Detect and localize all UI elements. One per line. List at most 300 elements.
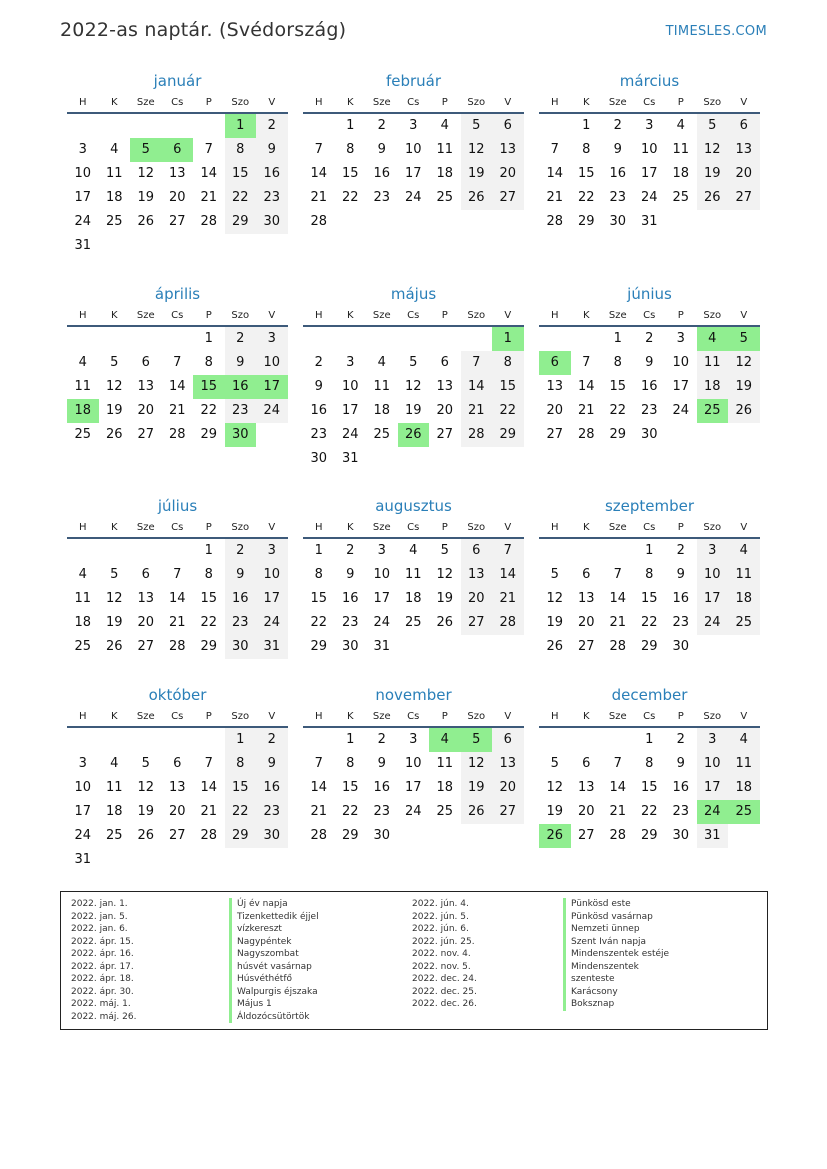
day-cell: 11 — [404, 567, 422, 582]
day-cell: 22 — [640, 804, 658, 819]
day-cell: 18 — [436, 166, 454, 181]
month-title: augusztus — [375, 497, 452, 515]
day-cell: 23 — [341, 615, 359, 630]
month-block — [67, 283, 288, 447]
day-cell: 24 — [74, 214, 92, 229]
day-cell: 21 — [577, 403, 595, 418]
day-cell: 2 — [613, 118, 622, 133]
month-title: november — [375, 686, 452, 704]
day-cell: 20 — [168, 804, 186, 819]
weekday-label: Szo — [231, 522, 250, 533]
day-cell: 15 — [341, 166, 359, 181]
weekday-label: V — [504, 522, 512, 533]
day-cell: 10 — [672, 355, 690, 370]
day-cell: 22 — [310, 615, 328, 630]
day-cell: 2 — [377, 732, 386, 747]
day-cell: 18 — [728, 587, 760, 611]
day-cell: 14 — [310, 166, 328, 181]
weekday-label: Szo — [703, 711, 722, 722]
legend-date: 2022. jún. 25. — [412, 936, 475, 947]
month-title: március — [619, 72, 680, 90]
holiday-day-cell: 5 — [130, 138, 162, 162]
day-cell: 10 — [697, 563, 729, 587]
weekday-label: Szo — [703, 522, 722, 533]
day-cell: 20 — [492, 776, 524, 800]
day-cell: 15 — [640, 591, 658, 606]
weekday-label: V — [504, 97, 512, 108]
day-cell: 16 — [373, 780, 391, 795]
weekday-label: Cs — [643, 522, 656, 533]
day-cell: 3 — [346, 355, 355, 370]
day-cell: 2 — [377, 118, 386, 133]
day-cell: 28 — [492, 611, 524, 635]
day-cell: 24 — [640, 190, 658, 205]
day-cell: 21 — [200, 190, 218, 205]
weekday-label: Cs — [643, 310, 656, 321]
month-title: szeptember — [604, 497, 695, 515]
day-cell: 22 — [341, 190, 359, 205]
day-cell: 6 — [141, 355, 150, 370]
day-cell: 1 — [645, 732, 654, 747]
days-grid — [303, 539, 524, 659]
empty-cell — [461, 824, 493, 848]
day-cell: 14 — [168, 379, 186, 394]
day-cell: 28 — [168, 427, 186, 442]
empty-cell — [99, 728, 131, 752]
day-cell: 7 — [314, 756, 323, 771]
days-grid — [303, 728, 524, 848]
weekday-label: Cs — [171, 97, 184, 108]
day-cell: 18 — [436, 780, 454, 795]
day-cell: 21 — [461, 399, 493, 423]
holiday-day-cell: 26 — [539, 824, 571, 848]
day-cell: 13 — [728, 138, 760, 162]
month-block — [303, 684, 524, 848]
day-cell: 18 — [697, 375, 729, 399]
day-cell: 7 — [550, 142, 559, 157]
weekday-label: Cs — [171, 522, 184, 533]
day-cell: 17 — [640, 166, 658, 181]
day-cell: 26 — [137, 214, 155, 229]
day-cell: 23 — [609, 190, 627, 205]
day-cell: 21 — [310, 804, 328, 819]
empty-cell — [67, 728, 99, 752]
day-cell: 24 — [341, 427, 359, 442]
day-cell: 16 — [256, 776, 288, 800]
day-cell: 6 — [582, 567, 591, 582]
empty-cell — [602, 728, 634, 752]
holiday-day-cell: 1 — [492, 327, 524, 351]
weekday-label: V — [740, 522, 748, 533]
days-grid — [539, 327, 760, 447]
month-block — [303, 283, 524, 471]
day-cell: 26 — [461, 186, 493, 210]
day-cell: 6 — [492, 114, 524, 138]
day-cell: 29 — [577, 214, 595, 229]
empty-cell — [130, 728, 162, 752]
day-cell: 15 — [341, 780, 359, 795]
weekday-label: K — [582, 97, 590, 108]
day-cell: 31 — [256, 635, 288, 659]
day-cell: 18 — [728, 776, 760, 800]
day-cell: 24 — [74, 828, 92, 843]
legend-dates-right — [412, 898, 477, 1011]
day-cell: 27 — [577, 828, 595, 843]
day-cell: 7 — [582, 355, 591, 370]
day-cell: 2 — [676, 543, 685, 558]
weekday-label: Sze — [136, 310, 155, 321]
day-cell: 26 — [105, 427, 123, 442]
weekday-label: P — [677, 97, 684, 108]
day-cell: 10 — [256, 563, 288, 587]
month-title: január — [153, 72, 202, 90]
day-cell: 19 — [697, 162, 729, 186]
day-cell: 7 — [204, 142, 213, 157]
day-cell: 28 — [200, 828, 218, 843]
empty-cell — [366, 210, 398, 234]
day-cell: 9 — [256, 752, 288, 776]
holiday-day-cell: 17 — [256, 375, 288, 399]
empty-cell — [492, 635, 524, 659]
weekday-header — [67, 305, 288, 327]
day-cell: 25 — [74, 639, 92, 654]
day-cell: 12 — [461, 138, 493, 162]
day-cell: 22 — [609, 403, 627, 418]
day-cell: 3 — [256, 327, 288, 351]
day-cell: 3 — [256, 539, 288, 563]
day-cell: 30 — [672, 828, 690, 843]
legend-holiday-name: Húsvéthétfő — [229, 973, 319, 986]
empty-cell — [571, 327, 603, 351]
days-grid — [539, 114, 760, 234]
day-cell: 2 — [256, 728, 288, 752]
day-cell: 2 — [676, 732, 685, 747]
empty-cell — [398, 824, 430, 848]
day-cell: 22 — [200, 403, 218, 418]
day-cell: 25 — [436, 804, 454, 819]
day-cell: 27 — [492, 800, 524, 824]
day-cell: 31 — [640, 214, 658, 229]
day-cell: 22 — [200, 615, 218, 630]
day-cell: 28 — [577, 427, 595, 442]
day-cell: 16 — [609, 166, 627, 181]
legend-holiday-name: vízkereszt — [229, 923, 319, 936]
day-cell: 13 — [461, 563, 493, 587]
weekday-header — [539, 305, 760, 327]
legend-holiday-name: Mindenszentek estéje — [563, 948, 669, 961]
day-cell: 13 — [492, 138, 524, 162]
day-cell: 8 — [314, 567, 323, 582]
empty-cell — [398, 635, 430, 659]
day-cell: 7 — [492, 539, 524, 563]
day-cell: 24 — [256, 611, 288, 635]
day-cell: 10 — [74, 166, 92, 181]
day-cell: 12 — [461, 752, 493, 776]
day-cell: 27 — [461, 611, 493, 635]
month-title: július — [157, 497, 198, 515]
day-cell: 29 — [640, 828, 658, 843]
site-link[interactable]: TIMESLES.COM — [665, 24, 767, 39]
day-cell: 5 — [409, 355, 418, 370]
day-cell: 9 — [676, 756, 685, 771]
day-cell: 23 — [672, 804, 690, 819]
day-cell: 23 — [310, 427, 328, 442]
day-cell: 5 — [550, 567, 559, 582]
empty-cell — [193, 848, 225, 872]
day-cell: 5 — [461, 114, 493, 138]
legend-date: 2022. jún. 4. — [412, 899, 469, 909]
day-cell: 24 — [697, 611, 729, 635]
weekday-label: K — [110, 711, 118, 722]
day-cell: 21 — [168, 615, 186, 630]
day-cell: 13 — [168, 780, 186, 795]
holiday-legend — [60, 891, 768, 1030]
weekday-label: P — [441, 97, 448, 108]
day-cell: 17 — [341, 403, 359, 418]
legend-date: 2022. ápr. 30. — [71, 986, 134, 997]
empty-cell — [429, 824, 461, 848]
empty-cell — [99, 114, 131, 138]
legend-holiday-name: Mindenszentek — [563, 961, 669, 974]
day-cell: 14 — [461, 375, 493, 399]
day-cell: 29 — [310, 639, 328, 654]
weekday-label: V — [740, 711, 748, 722]
day-cell: 12 — [105, 379, 123, 394]
day-cell: 29 — [225, 210, 257, 234]
weekday-header — [67, 706, 288, 728]
day-cell: 20 — [492, 162, 524, 186]
day-cell: 11 — [728, 752, 760, 776]
empty-cell — [429, 635, 461, 659]
day-cell: 23 — [672, 615, 690, 630]
weekday-label: H — [314, 310, 323, 321]
day-cell: 22 — [225, 186, 257, 210]
day-cell: 23 — [225, 399, 257, 423]
legend-date: 2022. máj. 1. — [71, 999, 131, 1009]
day-cell: 26 — [728, 399, 760, 423]
day-cell: 3 — [645, 118, 654, 133]
holiday-day-cell: 16 — [225, 375, 257, 399]
day-cell: 21 — [609, 804, 627, 819]
empty-cell — [461, 327, 493, 351]
month-title: április — [154, 285, 201, 303]
day-cell: 12 — [546, 591, 564, 606]
weekday-label: Sze — [372, 522, 391, 533]
day-cell: 17 — [404, 780, 422, 795]
day-cell: 19 — [404, 403, 422, 418]
day-cell: 27 — [728, 186, 760, 210]
day-cell: 15 — [225, 776, 257, 800]
day-cell: 11 — [105, 166, 123, 181]
weekday-header — [67, 517, 288, 539]
day-cell: 8 — [645, 567, 654, 582]
empty-cell — [492, 824, 524, 848]
day-cell: 11 — [74, 379, 92, 394]
legend-holiday-name: Boksznap — [563, 998, 669, 1011]
holiday-day-cell: 18 — [67, 399, 99, 423]
day-cell: 20 — [168, 190, 186, 205]
day-cell: 19 — [461, 162, 493, 186]
day-cell: 19 — [546, 615, 564, 630]
day-cell: 14 — [609, 591, 627, 606]
day-cell: 8 — [346, 756, 355, 771]
day-cell: 3 — [409, 118, 418, 133]
day-cell: 11 — [436, 142, 454, 157]
month-block — [67, 495, 288, 659]
day-cell: 8 — [204, 567, 213, 582]
day-cell: 11 — [728, 563, 760, 587]
holiday-day-cell: 4 — [429, 728, 461, 752]
day-cell: 28 — [461, 423, 493, 447]
legend-holiday-name: Pünkösd vasárnap — [563, 911, 669, 924]
day-cell: 31 — [74, 238, 92, 253]
day-cell: 21 — [200, 804, 218, 819]
month-block — [539, 70, 760, 234]
day-cell: 21 — [310, 190, 328, 205]
day-cell: 11 — [672, 142, 690, 157]
days-grid — [67, 539, 288, 659]
weekday-label: Cs — [171, 711, 184, 722]
day-cell: 27 — [137, 427, 155, 442]
weekday-label: Sze — [136, 522, 155, 533]
weekday-label: H — [550, 711, 559, 722]
day-cell: 29 — [640, 639, 658, 654]
empty-cell — [67, 327, 99, 351]
day-cell: 14 — [492, 563, 524, 587]
day-cell: 6 — [728, 114, 760, 138]
day-cell: 4 — [110, 142, 119, 157]
days-grid — [539, 539, 760, 659]
weekday-label: Cs — [407, 711, 420, 722]
weekday-label: Sze — [608, 310, 627, 321]
day-cell: 10 — [373, 567, 391, 582]
day-cell: 1 — [204, 543, 213, 558]
weekday-label: Sze — [608, 711, 627, 722]
empty-cell — [162, 327, 194, 351]
legend-holiday-name: Nagyszombat — [229, 948, 319, 961]
day-cell: 15 — [577, 166, 595, 181]
empty-cell — [461, 447, 493, 471]
day-cell: 31 — [697, 824, 729, 848]
day-cell: 3 — [78, 142, 87, 157]
days-grid — [67, 728, 288, 872]
day-cell: 30 — [310, 451, 328, 466]
empty-cell — [99, 848, 131, 872]
day-cell: 1 — [346, 732, 355, 747]
day-cell: 14 — [310, 780, 328, 795]
day-cell: 10 — [404, 142, 422, 157]
day-cell: 9 — [256, 138, 288, 162]
legend-holiday-name: Tizenkettedik éjjel — [229, 911, 319, 924]
empty-cell — [461, 210, 493, 234]
day-cell: 27 — [168, 214, 186, 229]
day-cell: 30 — [341, 639, 359, 654]
day-cell: 5 — [110, 567, 119, 582]
day-cell: 11 — [697, 351, 729, 375]
day-cell: 3 — [377, 543, 386, 558]
weekday-header — [303, 305, 524, 327]
empty-cell — [99, 327, 131, 351]
day-cell: 6 — [440, 355, 449, 370]
day-cell: 2 — [225, 539, 257, 563]
day-cell: 17 — [74, 804, 92, 819]
day-cell: 8 — [645, 756, 654, 771]
weekday-label: V — [504, 310, 512, 321]
weekday-label: H — [314, 97, 323, 108]
day-cell: 12 — [404, 379, 422, 394]
day-cell: 30 — [225, 635, 257, 659]
weekday-label: Sze — [608, 522, 627, 533]
legend-date: 2022. jún. 6. — [412, 924, 469, 934]
day-cell: 22 — [577, 190, 595, 205]
weekday-label: Szo — [231, 310, 250, 321]
weekday-label: Cs — [407, 522, 420, 533]
month-block — [539, 495, 760, 659]
day-cell: 9 — [314, 379, 323, 394]
day-cell: 18 — [404, 591, 422, 606]
day-cell: 13 — [492, 752, 524, 776]
day-cell: 26 — [137, 828, 155, 843]
weekday-label: P — [441, 711, 448, 722]
weekday-label: Sze — [136, 97, 155, 108]
day-cell: 7 — [173, 355, 182, 370]
day-cell: 7 — [613, 756, 622, 771]
day-cell: 30 — [640, 427, 658, 442]
day-cell: 25 — [728, 611, 760, 635]
page-title: 2022-as naptár. (Svédország) — [60, 19, 347, 41]
legend-holiday-name: Pünkösd este — [563, 898, 669, 911]
day-cell: 16 — [672, 780, 690, 795]
day-cell: 18 — [105, 804, 123, 819]
weekday-label: V — [504, 711, 512, 722]
legend-date: 2022. ápr. 16. — [71, 949, 134, 959]
holiday-day-cell: 25 — [728, 800, 760, 824]
weekday-label: H — [78, 711, 87, 722]
weekday-header — [539, 517, 760, 539]
empty-cell — [335, 210, 367, 234]
empty-cell — [492, 447, 524, 471]
empty-cell — [99, 234, 131, 258]
empty-cell — [130, 234, 162, 258]
legend-date: 2022. nov. 4. — [412, 949, 471, 959]
legend-date: 2022. dec. 26. — [412, 999, 477, 1009]
day-cell: 12 — [137, 780, 155, 795]
empty-cell — [130, 539, 162, 563]
day-cell: 28 — [546, 214, 564, 229]
day-cell: 13 — [137, 591, 155, 606]
empty-cell — [162, 234, 194, 258]
day-cell: 2 — [645, 331, 654, 346]
weekday-label: P — [441, 522, 448, 533]
holiday-day-cell: 26 — [398, 423, 430, 447]
day-cell: 25 — [105, 828, 123, 843]
weekday-label: H — [78, 310, 87, 321]
holiday-day-cell: 6 — [162, 138, 194, 162]
day-cell: 21 — [546, 190, 564, 205]
month-block — [67, 70, 288, 258]
weekday-label: V — [268, 310, 276, 321]
day-cell: 25 — [373, 427, 391, 442]
day-cell: 10 — [640, 142, 658, 157]
day-cell: 13 — [577, 780, 595, 795]
day-cell: 13 — [577, 591, 595, 606]
empty-cell — [429, 327, 461, 351]
legend-holiday-name: szenteste — [563, 973, 669, 986]
day-cell: 26 — [461, 800, 493, 824]
weekday-header — [67, 92, 288, 114]
day-cell: 18 — [105, 190, 123, 205]
day-cell: 1 — [645, 543, 654, 558]
